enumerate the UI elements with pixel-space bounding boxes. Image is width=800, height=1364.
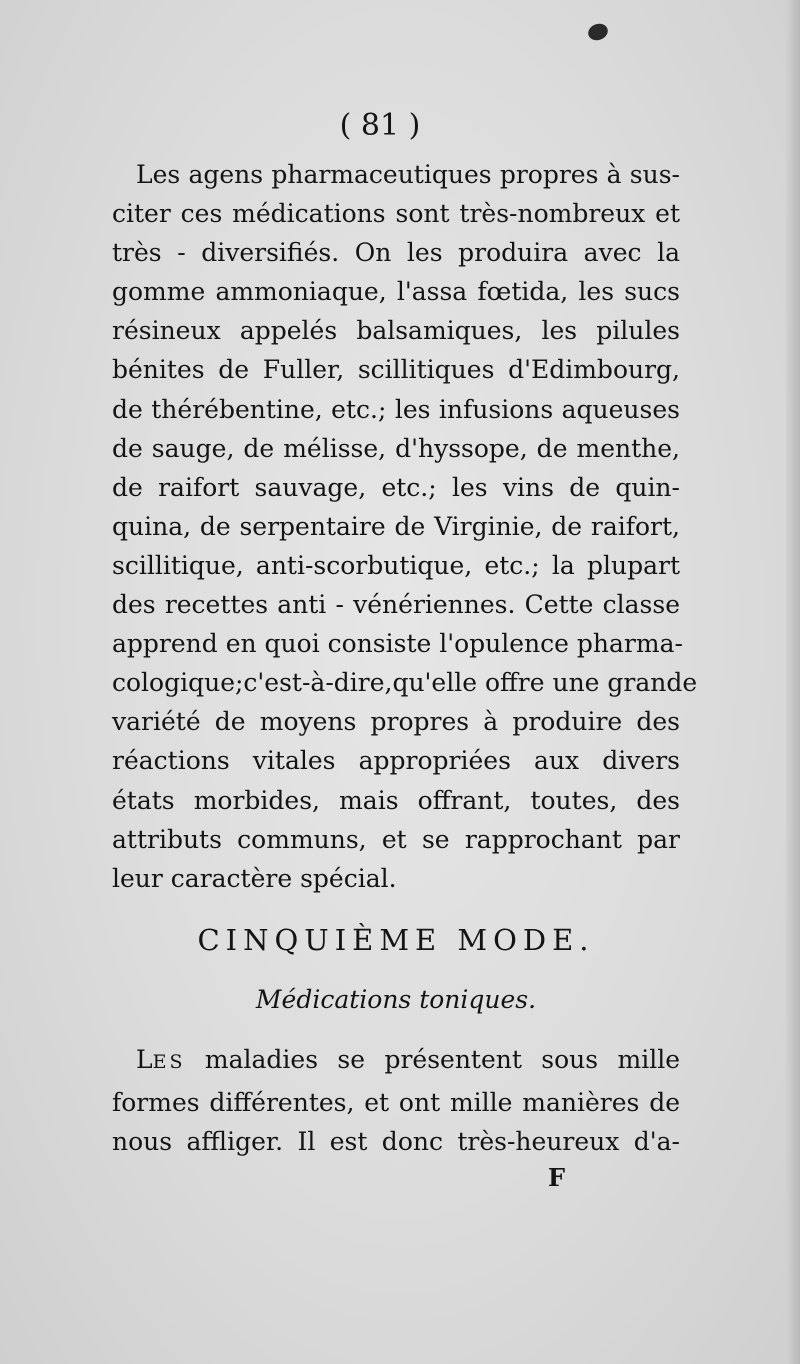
text-line: quina, de serpentaire de Virginie, de raifort, xyxy=(112,511,680,541)
page-number: ( 81 ) xyxy=(339,108,421,143)
text-line: de thérébentine, etc.; les infusions aqueuses xyxy=(112,394,680,424)
text-line: états morbides, mais offrant, toutes, des xyxy=(112,785,680,815)
paragraph-maladies xyxy=(112,1040,680,1162)
text-line: de sauge, de mélisse, d'hyssope, de menthe, xyxy=(112,433,680,463)
text-line: cologique;c'est-à-dire,qu'elle offre une grande xyxy=(112,668,698,698)
text-line: gomme ammoniaque, l'assa fœtida, les sucs xyxy=(112,277,680,307)
first-line-rest: maladies se présentent sous mille xyxy=(185,1045,680,1074)
text-line: citer ces médications sont très-nombreux et xyxy=(112,199,680,229)
text-line: variété de moyens propres à produire des xyxy=(112,707,680,737)
ink-blot xyxy=(586,21,610,43)
text-line xyxy=(112,1040,680,1083)
page-edge-shadow xyxy=(786,0,800,1364)
text-line: réactions vitales appropriées aux divers xyxy=(112,746,680,776)
text-line: nous affliger. Il est donc très-heureux d'a- xyxy=(112,1127,680,1156)
lead-capital: L xyxy=(136,1045,153,1074)
text-line: résineux appelés balsamiques, les pilules xyxy=(112,316,680,346)
text-line: des recettes anti - vénériennes. Cette classe xyxy=(112,590,680,620)
text-line: très - diversifiés. On les produira avec la xyxy=(112,238,680,268)
text-line: scillitique, anti-scorbutique, etc.; la plupart xyxy=(112,550,680,580)
section-subheading: Médications toniques. xyxy=(255,985,537,1014)
text-line: de raifort sauvage, etc.; les vins de quin- xyxy=(112,472,680,502)
paragraph-pharmaceutical-agents xyxy=(112,155,698,898)
text-line: Les agens pharmaceutiques propres à sus- xyxy=(136,160,680,189)
lead-small-caps: ES xyxy=(152,1051,186,1073)
text-line: bénites de Fuller, scillitiques d'Edimbourg, xyxy=(112,355,680,385)
signature-mark: F xyxy=(548,1163,566,1192)
section-heading: CINQUIÈME MODE. xyxy=(197,923,595,957)
text-line: leur caractère spécial. xyxy=(112,863,397,893)
text-line: formes différentes, et ont mille manières de xyxy=(112,1087,680,1117)
text-line: apprend en quoi consiste l'opulence pharma- xyxy=(112,629,683,659)
text-line: attributs communs, et se rapprochant par xyxy=(112,824,680,854)
